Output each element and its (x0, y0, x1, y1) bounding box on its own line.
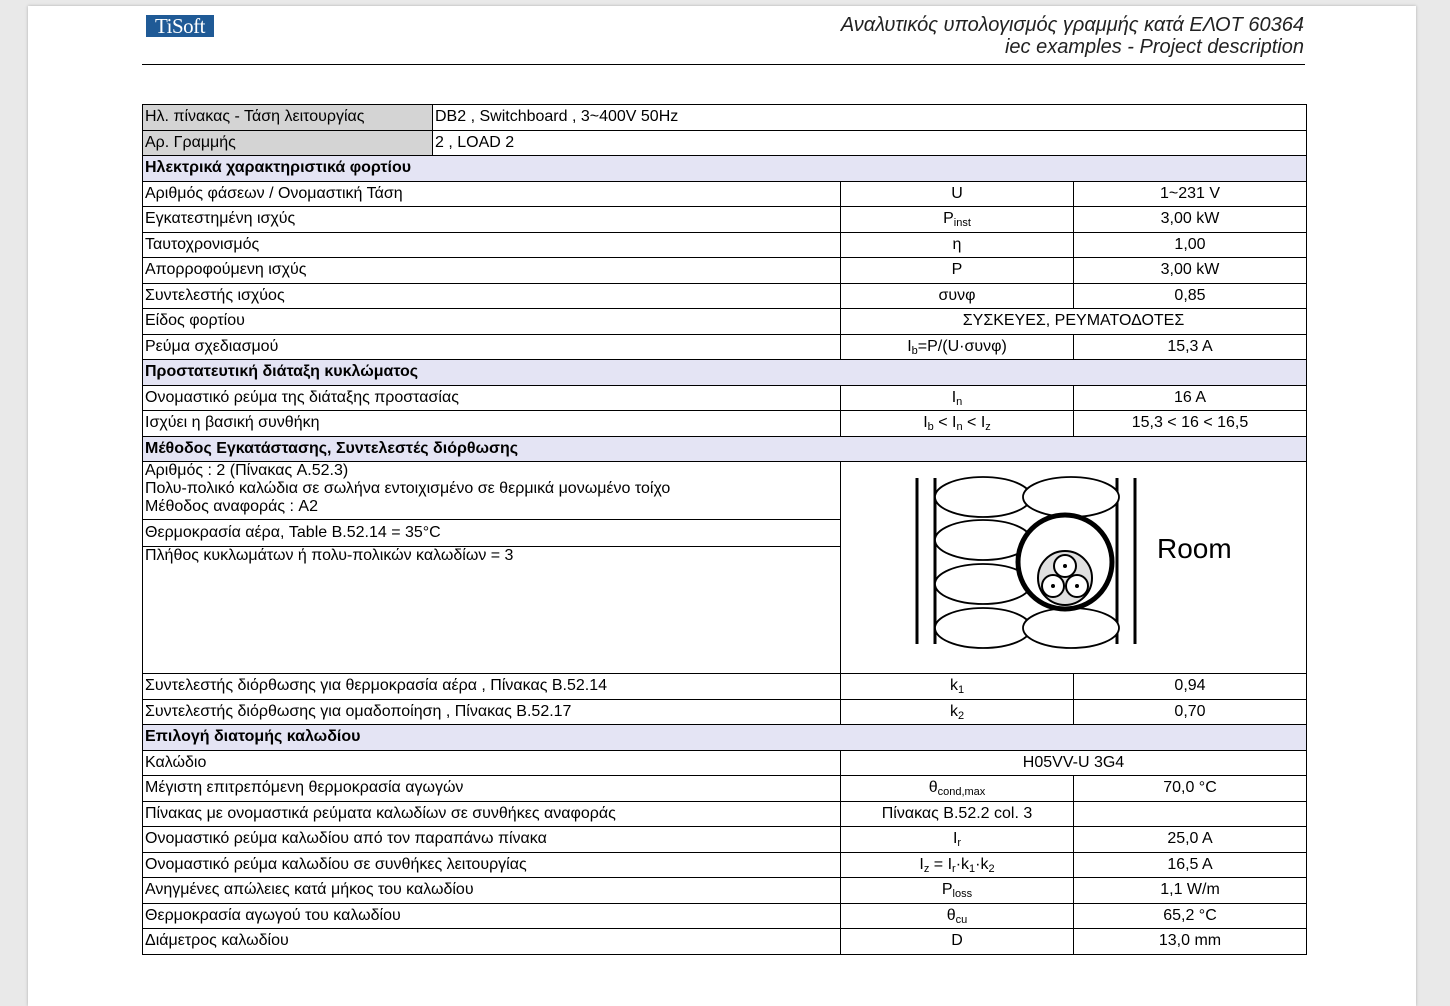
table-row (143, 181, 1307, 207)
row-label: Ονομαστικό ρεύμα καλωδίου σε συνθήκες λειτουργίας (143, 852, 841, 878)
table-row (143, 232, 1307, 258)
row-symbol: D (841, 929, 1074, 955)
table-row (143, 309, 1307, 335)
section-method: Μέθοδος Εγκατάστασης, Συντελεστές διόρθωσης (143, 436, 1307, 462)
table-row (143, 105, 1307, 131)
table-row (143, 878, 1307, 904)
table-row (143, 776, 1307, 802)
report-title (841, 14, 1304, 58)
row-label: Συντελεστής διόρθωσης για θερμοκρασία αέρα , Πίνακας B.52.14 (143, 674, 841, 700)
row-value: 15,3 < 16 < 16,5 (1074, 411, 1307, 437)
section-cable: Επιλογή διατομής καλωδίου (143, 725, 1307, 751)
row-value: 3,00 kW (1074, 258, 1307, 284)
row-symbol: $I_r$ (841, 827, 1074, 853)
header-divider (142, 64, 1305, 65)
table-row (143, 674, 1307, 700)
row-value: 1~231 V (1074, 181, 1307, 207)
row-value: 15,3 A (1074, 334, 1307, 360)
line-label: Αρ. Γραμμής (143, 130, 433, 156)
row-label: Είδος φορτίου (143, 309, 841, 335)
row-value: 16 A (1074, 385, 1307, 411)
row-value: 0,85 (1074, 283, 1307, 309)
row-label: Θερμοκρασία αγωγού του καλωδίου (143, 903, 841, 929)
row-symbol: Πίνακας B.52.2 col. 3 (841, 801, 1074, 827)
row-label: Μέγιστη επιτρεπόμενη θερμοκρασία αγωγών (143, 776, 841, 802)
section-protection: Προστατευτική διάταξη κυκλώματος (143, 360, 1307, 386)
row-label: Ταυτοχρονισμός (143, 232, 841, 258)
report-page (28, 6, 1416, 1006)
table-row (143, 827, 1307, 853)
row-symbol: $k_2$ (841, 699, 1074, 725)
table-row (143, 334, 1307, 360)
table-row (143, 929, 1307, 955)
table-row (143, 462, 1307, 520)
row-value: ΣΥΣΚΕΥΕΣ, ΡΕΥΜΑΤΟΔΟΤΕΣ (841, 309, 1307, 335)
air-temperature: Θερμοκρασία αέρα, Table B.52.14 = 35°C (143, 519, 841, 546)
panel-value: DB2 , Switchboard , 3~400V 50Hz (433, 105, 1307, 131)
title-line-2: iec examples - Project description (1004, 36, 1304, 58)
row-label: Αριθμός φάσεων / Ονομαστική Τάση (143, 181, 841, 207)
table-row (143, 130, 1307, 156)
calculation-table (142, 104, 1307, 955)
row-symbol: η (841, 232, 1074, 258)
row-value: 1,00 (1074, 232, 1307, 258)
row-symbol: $P_{inst}$ (841, 207, 1074, 233)
row-label: Απορροφούμενη ισχύς (143, 258, 841, 284)
row-symbol: P (841, 258, 1074, 284)
row-value: 25,0 A (1074, 827, 1307, 853)
row-label: Ρεύμα σχεδιασμού (143, 334, 841, 360)
table-row (143, 385, 1307, 411)
table-row (143, 411, 1307, 437)
row-value: 65,2 °C (1074, 903, 1307, 929)
row-label: Πίνακας με ονομαστικά ρεύματα καλωδίων σε συνθήκες αναφοράς (143, 801, 841, 827)
table-row (143, 903, 1307, 929)
table-row (143, 207, 1307, 233)
row-value: 3,00 kW (1074, 207, 1307, 233)
row-symbol: $P_{loss}$ (841, 878, 1074, 904)
row-symbol: $I_z = I_r\cdot k_1\cdot k_2$ (841, 852, 1074, 878)
row-symbol: $\theta_{cond,max}$ (841, 776, 1074, 802)
row-symbol: $k_1$ (841, 674, 1074, 700)
row-label: Ανηγμένες απώλειες κατά μήκος του καλωδίου (143, 878, 841, 904)
table-row (143, 283, 1307, 309)
room-label: Room (1156, 533, 1232, 564)
row-label: Ισχύει η βασική συνθήκη (143, 411, 841, 437)
line-value: 2 , LOAD 2 (433, 130, 1307, 156)
row-label: Ονομαστικό ρεύμα της διάταξης προστασίας (143, 385, 841, 411)
title-line-1: Αναλυτικός υπολογισμός γραμμής κατά ΕΛΟΤ 60364 (840, 14, 1304, 36)
row-label: Συντελεστής ισχύος (143, 283, 841, 309)
tisoft-logo: TiSoft (146, 15, 214, 37)
row-symbol: $I_b < I_n < I_z$ (841, 411, 1074, 437)
row-value: 16,5 A (1074, 852, 1307, 878)
row-value (1074, 801, 1307, 827)
row-value: 70,0 °C (1074, 776, 1307, 802)
row-symbol: U (841, 181, 1074, 207)
panel-label: Ηλ. πίνακας - Τάση λειτουργίας (143, 105, 433, 131)
table-row (143, 699, 1307, 725)
row-value: 0,70 (1074, 699, 1307, 725)
row-symbol: συνφ (841, 283, 1074, 309)
row-value: H05VV-U 3G4 (841, 750, 1307, 776)
table-row (143, 258, 1307, 284)
method-description: Αριθμός : 2 (Πίνακας A.52.3) Πολυ-πολικό καλώδια σε σωλήνα εντοιχισμένο σε θερμικά μονωμένο τοίχο Μέθοδος αναφοράς : A2 (143, 462, 841, 520)
row-symbol: $\theta_{cu}$ (841, 903, 1074, 929)
row-symbol: $I_b=P/(U\cdot\sigma\upsilon\nu\varphi)$ (841, 334, 1074, 360)
section-load: Ηλεκτρικά χαρακτηριστικά φορτίου (143, 156, 1307, 182)
row-label: Εγκατεστημένη ισχύς (143, 207, 841, 233)
row-label: Συντελεστής διόρθωσης για ομαδοποίηση , Πίνακας B.52.17 (143, 699, 841, 725)
installation-method-diagram (843, 462, 1305, 668)
row-symbol: $I_n$ (841, 385, 1074, 411)
table-row (143, 750, 1307, 776)
table-row (143, 852, 1307, 878)
row-label: Διάμετρος καλωδίου (143, 929, 841, 955)
row-label: Καλώδιο (143, 750, 841, 776)
row-value: 0,94 (1074, 674, 1307, 700)
installation-diagram-cell (841, 462, 1307, 674)
row-value: 1,1 W/m (1074, 878, 1307, 904)
row-label: Ονομαστικό ρεύμα καλωδίου από τον παραπάνω πίνακα (143, 827, 841, 853)
circuits-count: Πλήθος κυκλωμάτων ή πολυ-πολικών καλωδίων = 3 (143, 546, 841, 673)
row-value: 13,0 mm (1074, 929, 1307, 955)
table-row (143, 801, 1307, 827)
